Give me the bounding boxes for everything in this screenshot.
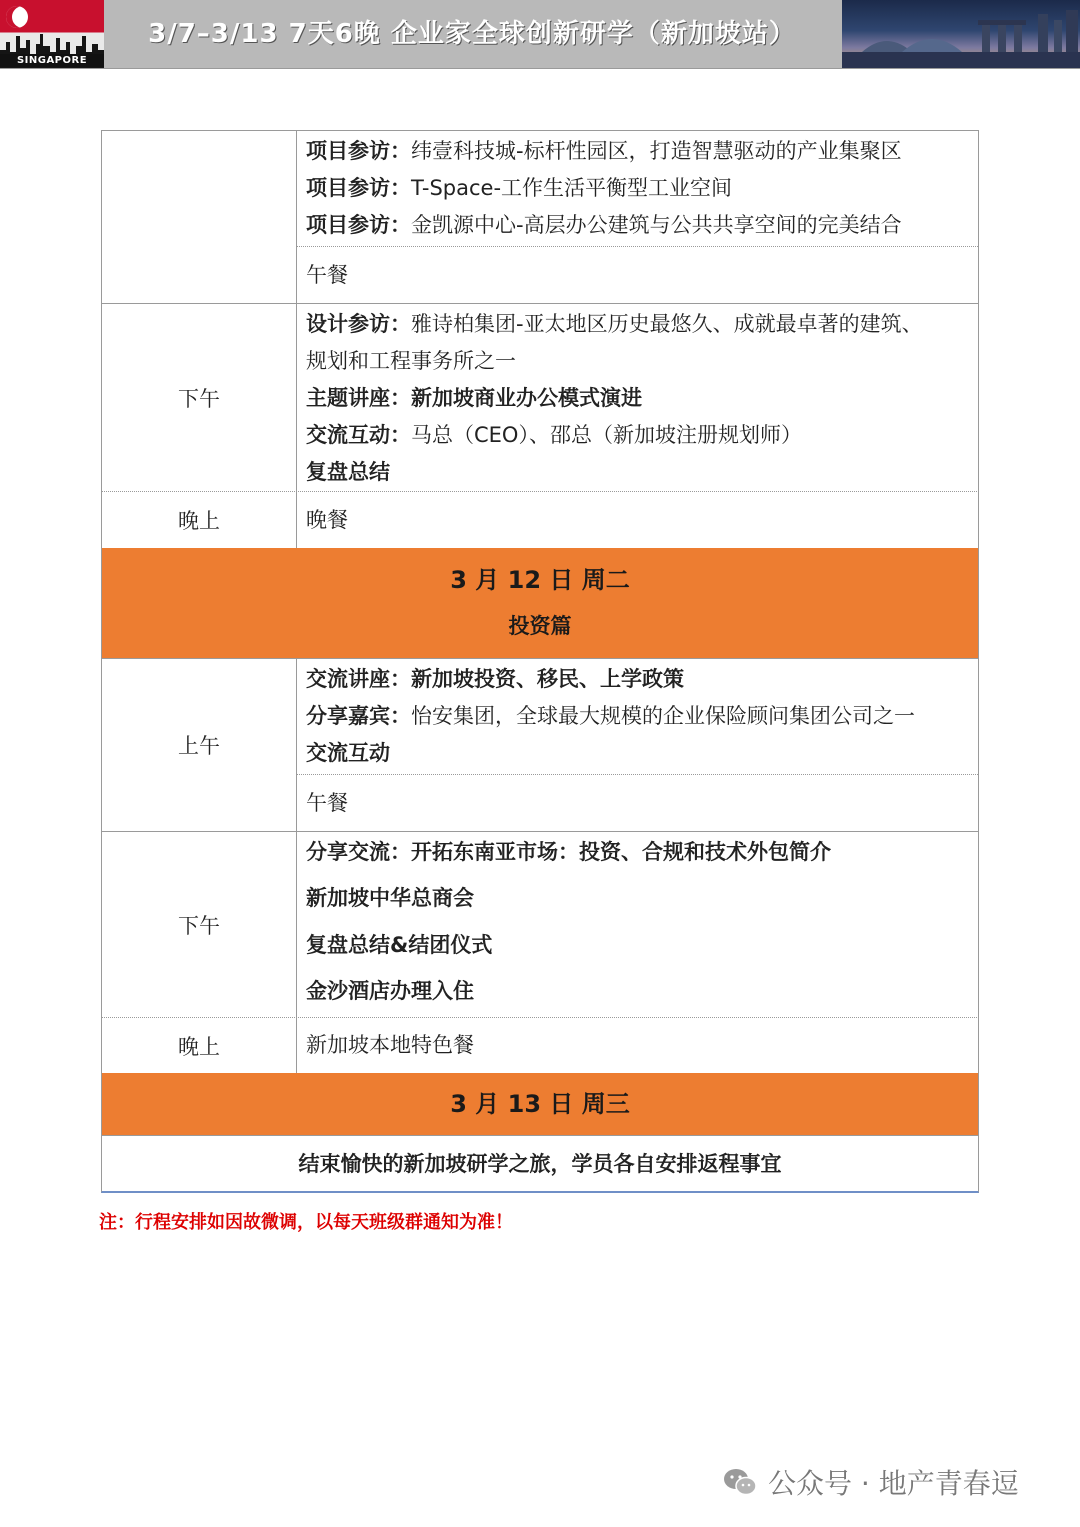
list-item: 复盘总结 <box>306 460 390 484</box>
wechat-icon <box>722 1467 758 1497</box>
schedule-note: 注：行程安排如因故微调，以每天班级群通知为准！ <box>99 1212 513 1233</box>
table-row <box>101 831 979 1017</box>
lunch-label: 午餐 <box>306 790 348 815</box>
dinner-label: 新加坡本地特色餐 <box>306 1033 474 1057</box>
list-item: 分享交流：开拓东南亚市场：投资、合规和技术外包简介 <box>306 840 831 864</box>
time-label: 上午 <box>101 659 297 831</box>
content-cell <box>297 131 979 303</box>
day-header-band <box>101 548 979 658</box>
city-silhouette-icon <box>842 0 1080 68</box>
content-cell <box>297 492 979 548</box>
day-title: 3 月 13 日 周三 <box>450 1090 630 1118</box>
day-header-band <box>101 1073 979 1135</box>
day-subtitle: 投资篇 <box>508 614 572 638</box>
table-row <box>101 130 979 303</box>
table-row <box>101 303 979 491</box>
marina-bay-skyline-image <box>842 0 1080 68</box>
time-label: 下午 <box>101 304 297 491</box>
list-item: 交流互动：马总（CEO）、邵总（新加坡注册规划师） <box>306 423 802 447</box>
crescent-moon-icon <box>6 6 28 28</box>
table-row <box>101 1017 979 1073</box>
list-item: 主题讲座：新加坡商业办公模式演进 <box>306 386 642 410</box>
list-item: 设计参访：雅诗柏集团-亚太地区历史最悠久、成就最卓著的建筑、 <box>306 312 923 336</box>
schedule-table <box>101 130 979 1193</box>
list-item: 金沙酒店办理入住 <box>306 979 474 1003</box>
content-cell <box>297 832 979 1017</box>
page-title: 3/7–3/13 7天6晚 企业家全球创新研学（新加坡站） <box>148 19 796 49</box>
list-item: 项目参访：纬壹科技城-标杆性园区，打造智慧驱动的产业集聚区 <box>306 139 902 163</box>
time-label: 晚上 <box>101 1018 297 1073</box>
list-item-continued: 规划和工程事务所之一 <box>306 349 516 373</box>
content-cell <box>297 659 979 831</box>
footer-watermark <box>722 1462 1019 1502</box>
content-cell <box>297 304 979 491</box>
time-label: 下午 <box>101 832 297 1017</box>
dinner-label: 晚餐 <box>306 507 348 532</box>
content-cell <box>297 1018 979 1073</box>
list-item: 项目参访：金凯源中心-高层办公建筑与公共共享空间的完美结合 <box>306 213 902 237</box>
time-cell-empty <box>101 131 297 303</box>
list-item: 交流讲座：新加坡投资、移民、上学政策 <box>306 667 684 691</box>
table-row <box>101 491 979 548</box>
day-title: 3 月 12 日 周二 <box>450 566 630 594</box>
banner-caption: SINGAPORE <box>0 54 104 67</box>
singapore-flag-skyline-image <box>0 0 104 68</box>
footer-text: 公众号 · 地产青春逗 <box>768 1467 1019 1500</box>
list-item: 新加坡中华总商会 <box>306 886 474 910</box>
lunch-label: 午餐 <box>306 262 348 287</box>
list-item: 交流互动 <box>306 741 390 765</box>
closing-row: 结束愉快的新加坡研学之旅，学员各自安排返程事宜 <box>101 1135 979 1193</box>
list-item: 复盘总结&结团仪式 <box>306 933 493 957</box>
table-row <box>101 658 979 831</box>
header-banner <box>0 0 1080 69</box>
time-label: 晚上 <box>101 492 297 548</box>
list-item: 分享嘉宾：怡安集团，全球最大规模的企业保险顾问集团公司之一 <box>306 704 915 728</box>
list-item: 项目参访：T-Space-工作生活平衡型工业空间 <box>306 176 733 200</box>
